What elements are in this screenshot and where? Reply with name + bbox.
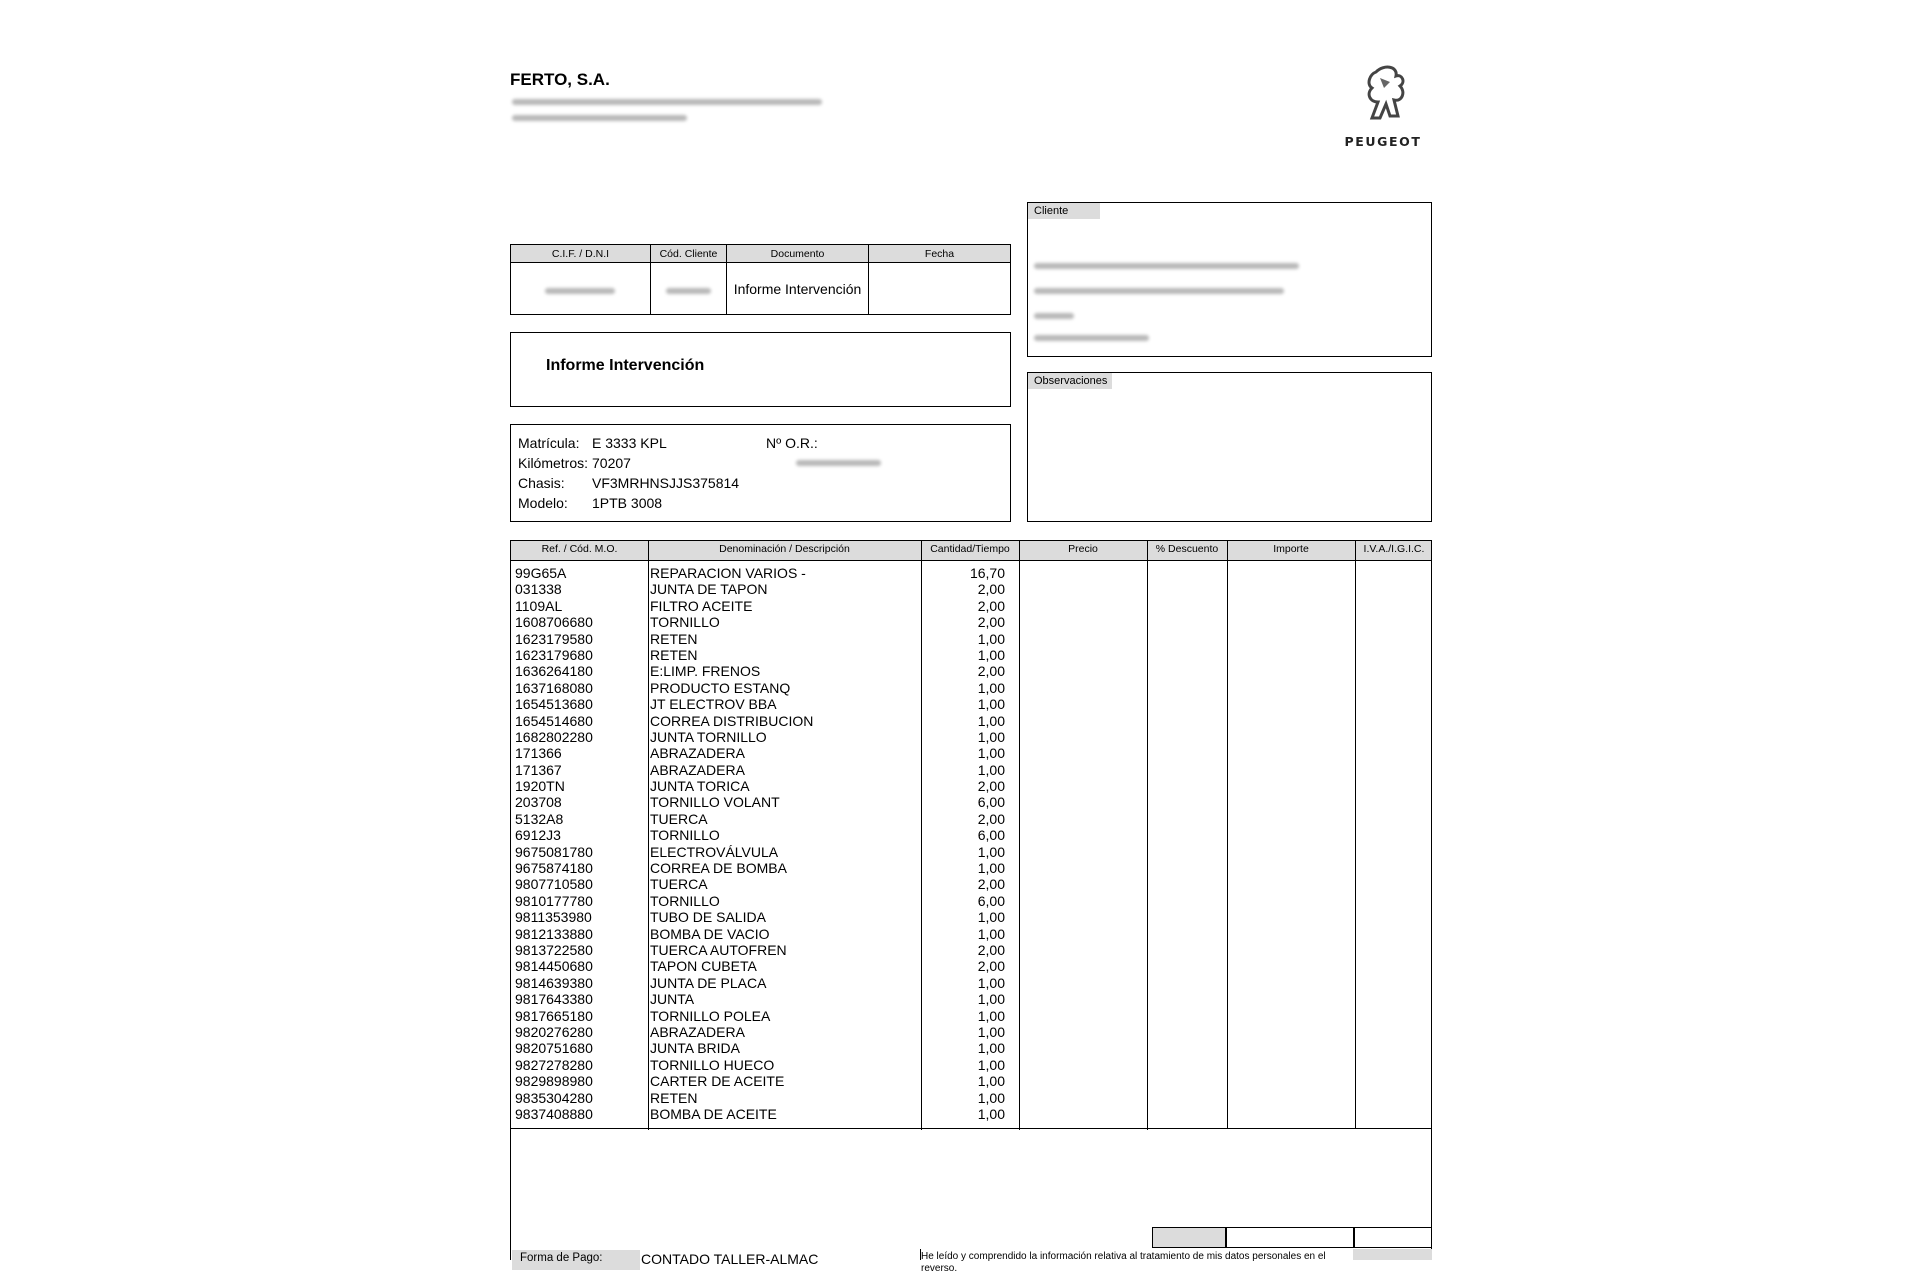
cif-value-redacted	[511, 263, 651, 315]
cell-qty: 2,00	[977, 876, 1005, 893]
cell-desc: ABRAZADERA	[650, 745, 745, 762]
cell-qty: 1,00	[977, 1073, 1005, 1090]
footer-shaded-cell	[1353, 1249, 1432, 1260]
col-divider	[1227, 541, 1228, 1128]
company-phone-redacted	[512, 115, 687, 121]
cell-desc: TUERCA	[650, 810, 708, 827]
cell-qty: 16,70	[969, 565, 1005, 581]
cell-ref: 6912J3	[515, 827, 561, 844]
cell-desc: REPARACION VARIOS -	[650, 565, 806, 581]
cell-qty: 1,00	[977, 860, 1005, 877]
document-title: Informe Intervención	[546, 357, 705, 374]
cell-ref: 1109AL	[515, 597, 563, 614]
cell-qty: 6,00	[977, 827, 1005, 844]
client-address-redacted	[1034, 288, 1284, 294]
cell-qty: 1,00	[977, 909, 1005, 926]
cell-ref: 9827278280	[515, 1056, 593, 1073]
cell-qty: 1,00	[977, 1105, 1005, 1122]
cell-ref: 9807710580	[515, 876, 593, 893]
cell-ref: 171366	[515, 745, 562, 762]
cell-qty: 1,00	[977, 745, 1005, 762]
cell-desc: JUNTA DE TAPON	[650, 581, 768, 598]
cell-qty: 1,00	[977, 843, 1005, 860]
cell-ref: 9812133880	[515, 925, 593, 942]
cell-ref: 9820751680	[515, 1040, 593, 1057]
cell-desc: TORNILLO	[650, 827, 720, 844]
cell-qty: 2,00	[977, 941, 1005, 958]
cell-desc: FILTRO ACEITE	[650, 597, 753, 614]
cell-qty: 2,00	[977, 663, 1005, 680]
modelo-value: 1PTB 3008	[592, 495, 663, 511]
header-cif: C.I.F. / D.N.I	[511, 245, 651, 263]
cell-qty: 1,00	[977, 1056, 1005, 1073]
cell-qty: 2,00	[977, 597, 1005, 614]
cell-ref: 9813722580	[515, 941, 593, 958]
cell-desc: E:LIMP. FRENOS	[650, 663, 761, 680]
cell-desc: JUNTA BRIDA	[650, 1040, 740, 1057]
cell-ref: 9811353980	[515, 909, 592, 926]
cell-qty: 1,00	[977, 646, 1005, 663]
document-header-table	[510, 244, 1011, 315]
cell-desc: TUBO DE SALIDA	[650, 909, 766, 926]
cell-ref: 9675081780	[515, 843, 593, 860]
cod-cliente-redacted	[650, 263, 726, 315]
cell-desc: ABRAZADERA	[650, 761, 745, 778]
client-city-redacted	[1034, 313, 1074, 319]
cell-ref: 203708	[515, 794, 562, 811]
cell-qty: 2,00	[977, 581, 1005, 598]
chasis-value: VF3MRHNSJJS375814	[592, 475, 740, 491]
cell-ref: 031338	[515, 581, 562, 598]
client-name-redacted	[1034, 263, 1299, 269]
cell-ref: 9810177780	[515, 892, 593, 909]
documento-value: Informe Intervención	[727, 263, 869, 315]
cell-desc: TORNILLO	[650, 614, 720, 631]
cell-qty: 2,00	[977, 614, 1005, 631]
cell-ref: 9820276280	[515, 1023, 593, 1040]
col-desc: Denominación / Descripción	[719, 543, 850, 555]
col-precio: Precio	[1068, 543, 1098, 555]
col-importe: Importe	[1273, 543, 1309, 555]
cell-desc: TUERCA	[650, 876, 708, 893]
cell-qty: 1,00	[977, 712, 1005, 729]
client-box	[1027, 202, 1432, 357]
cell-qty: 1,00	[977, 679, 1005, 696]
brand-name: PEUGEOT	[1344, 134, 1422, 149]
header-cod-cliente: Cód. Cliente	[650, 245, 726, 263]
or-value-redacted	[796, 460, 881, 466]
cell-qty: 6,00	[977, 892, 1005, 909]
items-table-header	[511, 541, 1431, 561]
cell-ref: 171367	[515, 761, 562, 778]
header-fecha: Fecha	[869, 245, 1011, 263]
fecha-value	[869, 263, 1011, 315]
cell-qty: 1,00	[977, 1040, 1005, 1057]
totals-cell-iva	[1353, 1227, 1432, 1248]
cell-desc: BOMBA DE VACIO	[650, 925, 770, 942]
cell-qty: 1,00	[977, 925, 1005, 942]
cell-qty: 6,00	[977, 794, 1005, 811]
cell-desc: JUNTA TORNILLO	[650, 728, 767, 745]
items-table	[510, 540, 1432, 1129]
cell-ref: 1654514680	[515, 712, 593, 729]
lion-icon	[1318, 62, 1448, 132]
col-iva: I.V.A./I.G.I.C.	[1363, 543, 1425, 555]
cell-ref: 1636264180	[515, 663, 593, 680]
privacy-note: He leído y comprendido la información relativa al tratamiento de mis datos personales en el reverso.	[921, 1251, 1326, 1274]
cell-qty: 2,00	[977, 958, 1005, 975]
or-number	[766, 433, 881, 473]
cell-ref: 1637168080	[515, 679, 593, 696]
payment-label: Forma de Pago:	[512, 1250, 640, 1270]
cell-qty: 1,00	[977, 991, 1005, 1008]
cell-ref: 99G65A	[515, 565, 567, 581]
cell-qty: 1,00	[977, 728, 1005, 745]
col-divider	[1355, 541, 1356, 1128]
cell-ref: 9837408880	[515, 1105, 593, 1122]
cell-ref: 9814450680	[515, 958, 593, 975]
km-label: Kilómetros:	[518, 455, 589, 471]
cell-ref: 5132A8	[515, 810, 564, 827]
cell-qty: 1,00	[977, 761, 1005, 778]
cell-desc: TORNILLO	[650, 892, 720, 909]
cell-desc: CORREA DE BOMBA	[650, 860, 787, 877]
cell-qty: 2,00	[977, 778, 1005, 795]
cell-ref: 9817665180	[515, 1007, 593, 1024]
observations-label: Observaciones	[1028, 373, 1112, 389]
chasis-label: Chasis:	[518, 475, 565, 491]
cell-desc: RETEN	[650, 1089, 698, 1106]
company-name: FERTO, S.A.	[510, 70, 610, 89]
cell-desc: RETEN	[650, 630, 698, 647]
totals-cell-shaded	[1152, 1227, 1227, 1248]
header-documento: Documento	[727, 245, 869, 263]
cell-qty: 1,00	[977, 1023, 1005, 1040]
cell-qty: 1,00	[977, 1007, 1005, 1024]
cell-ref: 9817643380	[515, 991, 593, 1008]
cell-ref: 9675874180	[515, 860, 593, 877]
cell-qty: 1,00	[977, 696, 1005, 713]
cell-ref: 1654513680	[515, 696, 593, 713]
company-address-redacted	[512, 99, 822, 105]
modelo-label: Modelo:	[518, 495, 568, 511]
cell-ref: 1623179680	[515, 646, 593, 663]
cell-desc: JUNTA DE PLACA	[650, 974, 767, 991]
cell-desc: TORNILLO POLEA	[650, 1007, 771, 1024]
cell-ref: 9814639380	[515, 974, 593, 991]
cell-qty: 1,00	[977, 974, 1005, 991]
cell-ref: 1682802280	[515, 728, 593, 745]
cell-ref: 1608706680	[515, 614, 593, 631]
cell-ref: 1920TN	[515, 778, 565, 795]
cell-desc: ELECTROVÁLVULA	[650, 843, 779, 860]
matricula-value: E 3333 KPL	[592, 435, 667, 451]
cell-desc: CARTER DE ACEITE	[650, 1073, 785, 1090]
client-postal-redacted	[1034, 335, 1149, 341]
cell-desc: JT ELECTROV BBA	[650, 696, 777, 713]
col-divider	[1019, 541, 1020, 1130]
totals-cell-importe	[1225, 1227, 1355, 1248]
cell-desc: PRODUCTO ESTANQ	[650, 679, 791, 696]
or-label: Nº O.R.:	[766, 435, 818, 451]
cell-qty: 1,00	[977, 630, 1005, 647]
peugeot-logo	[1318, 62, 1448, 152]
matricula-label: Matrícula:	[518, 435, 580, 451]
cell-qty: 2,00	[977, 810, 1005, 827]
cell-ref: 1623179580	[515, 630, 593, 647]
col-ref: Ref. / Cód. M.O.	[541, 543, 618, 555]
col-descuento: % Descuento	[1155, 543, 1219, 555]
col-divider	[1147, 541, 1148, 1130]
cell-ref: 9835304280	[515, 1089, 593, 1106]
cell-desc: TUERCA AUTOFREN	[650, 941, 787, 958]
observations-box	[1027, 372, 1432, 522]
cell-desc: ABRAZADERA	[650, 1023, 745, 1040]
cell-desc: TAPON CUBETA	[650, 958, 757, 975]
cell-desc: CORREA DISTRIBUCION	[650, 712, 814, 729]
cell-desc: JUNTA	[650, 991, 695, 1008]
col-qty: Cantidad/Tiempo	[930, 543, 1010, 555]
vehicle-info	[518, 433, 818, 513]
cell-desc: BOMBA DE ACEITE	[650, 1105, 777, 1122]
col-divider	[648, 541, 649, 1130]
cell-ref: 9829898980	[515, 1073, 593, 1090]
client-label: Cliente	[1028, 203, 1100, 219]
km-value: 70207	[592, 455, 631, 471]
cell-qty: 1,00	[977, 1089, 1005, 1106]
cell-desc: TORNILLO VOLANT	[650, 794, 780, 811]
cell-desc: TORNILLO HUECO	[650, 1056, 775, 1073]
cell-desc: RETEN	[650, 646, 698, 663]
payment-value: CONTADO TALLER-ALMAC	[641, 1251, 819, 1267]
cell-desc: JUNTA TORICA	[650, 778, 750, 795]
